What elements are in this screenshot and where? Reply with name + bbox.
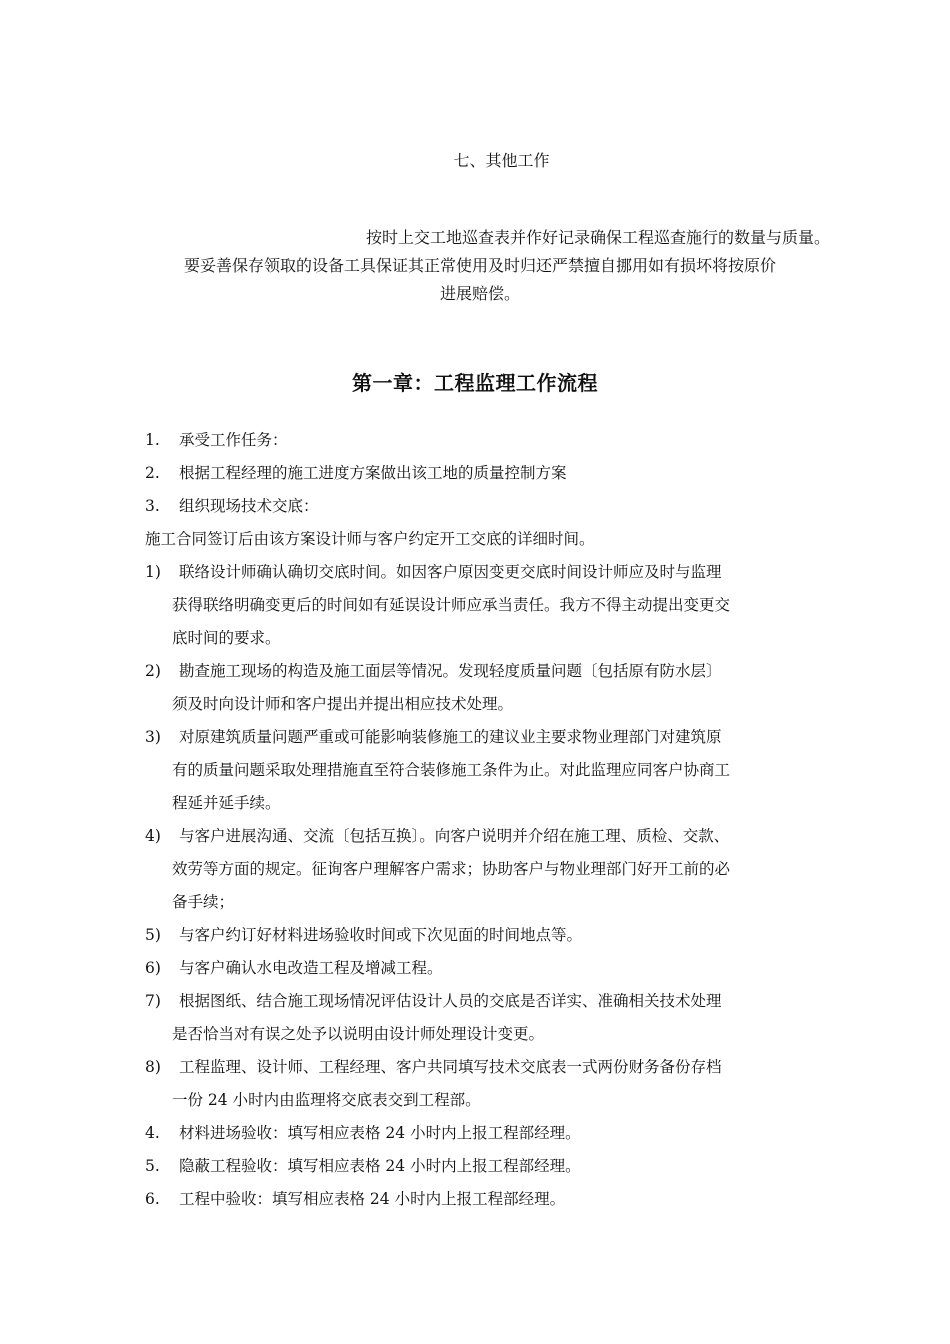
- section-paragraph: [140, 224, 830, 308]
- list-item: [145, 490, 815, 523]
- list-item: [145, 721, 815, 820]
- item-marker: 6.: [145, 1190, 160, 1208]
- list-item: [145, 1117, 815, 1150]
- item-marker: 1): [145, 563, 161, 581]
- item-continuation: 获得联络明确变更后的时间如有延误设计师应承当责任。我方不得主动提出变更交: [172, 596, 731, 614]
- item-text: 组织现场技术交底：: [179, 497, 319, 515]
- list-item: [145, 1051, 815, 1117]
- list-item: [145, 1150, 815, 1183]
- paragraph-line: 要妥善保存领取的设备工具保证其正常使用及时归还严禁擅自挪用如有损坏将按原价: [183, 256, 776, 275]
- item-marker: 3): [145, 728, 161, 746]
- item-text: 工程中验收：填写相应表格 24 小时内上报工程部经理。: [179, 1190, 566, 1208]
- item-text: 与客户确认水电改造工程及增减工程。: [179, 959, 443, 977]
- item-marker: 2.: [145, 464, 160, 482]
- list-item: [145, 985, 815, 1051]
- item-text: 材料进场验收：填写相应表格 24 小时内上报工程部经理。: [179, 1124, 581, 1142]
- item-continuation: 有的质量问题采取处理措施直至符合装修施工条件为止。对此监理应同客户协商工: [172, 761, 731, 779]
- paragraph-line: 进展赔偿。: [439, 284, 520, 303]
- item-marker: 2): [145, 662, 161, 680]
- item-marker: 8): [145, 1058, 161, 1076]
- chapter-title: 第一章：工程监理工作流程: [352, 371, 598, 395]
- item-text: 勘查施工现场的构造及施工面层等情况。发现轻度质量问题〔包括原有防水层〕: [179, 662, 722, 680]
- item-marker: 7): [145, 992, 161, 1010]
- list-item: [145, 424, 815, 457]
- section-heading: 七、其他工作: [453, 151, 550, 170]
- procedure-list: [145, 424, 815, 1216]
- item-continuation: 备手续；: [172, 893, 235, 911]
- list-item: [145, 952, 815, 985]
- item-text: 根据工程经理的施工进度方案做出该工地的质量控制方案: [179, 464, 567, 482]
- item-text: 施工合同签订后由该方案设计师与客户约定开工交底的详细时间。: [145, 530, 595, 548]
- item-continuation: 须及时向设计师和客户提出并提出相应技术处理。: [172, 695, 514, 713]
- list-item: [145, 457, 815, 490]
- item-continuation: 程延并延手续。: [172, 794, 281, 812]
- item-marker: 3.: [145, 497, 160, 515]
- item-marker: 4.: [145, 1124, 160, 1142]
- item-marker: 5.: [145, 1157, 160, 1175]
- item-marker: 4): [145, 827, 161, 845]
- item-text: 根据图纸、结合施工现场情况评估设计人员的交底是否详实、准确相关技术处理: [179, 992, 722, 1010]
- item-text: 与客户进展沟通、交流〔包括互换〕。向客户说明并介绍在施工理、质检、交款、: [179, 827, 730, 845]
- item-marker: 1.: [145, 431, 160, 449]
- item-text: 与客户约订好材料进场验收时间或下次见面的时间地点等。: [179, 926, 583, 944]
- item-continuation: 效劳等方面的规定。征询客户理解客户需求；协助客户与物业理部门好开工前的必: [172, 860, 731, 878]
- paragraph-line: 按时上交工地巡查表并作好记录确保工程巡查施行的数量与质量。: [365, 228, 830, 247]
- list-item-body: [145, 523, 815, 556]
- item-continuation: 是否恰当对有误之处予以说明由设计师处理设计变更。: [172, 1025, 545, 1043]
- item-text: 对原建筑质量问题严重或可能影响装修施工的建议业主要求物业理部门对建筑原: [179, 728, 722, 746]
- list-item: [145, 556, 815, 655]
- item-text: 隐蔽工程验收：填写相应表格 24 小时内上报工程部经理。: [179, 1157, 581, 1175]
- item-text: 承受工作任务：: [179, 431, 288, 449]
- list-item: [145, 919, 815, 952]
- list-item: [145, 820, 815, 919]
- list-item: [145, 655, 815, 721]
- item-continuation: 底时间的要求。: [172, 629, 281, 647]
- list-item: [145, 1183, 815, 1216]
- item-text: 联络设计师确认确切交底时间。如因客户原因变更交底时间设计师应及时与监理: [179, 563, 722, 581]
- item-text: 工程监理、设计师、工程经理、客户共同填写技术交底表一式两份财务备份存档: [179, 1058, 722, 1076]
- item-marker: 5): [145, 926, 161, 944]
- item-marker: 6): [145, 959, 161, 977]
- item-continuation: 一份 24 小时内由监理将交底表交到工程部。: [172, 1091, 481, 1109]
